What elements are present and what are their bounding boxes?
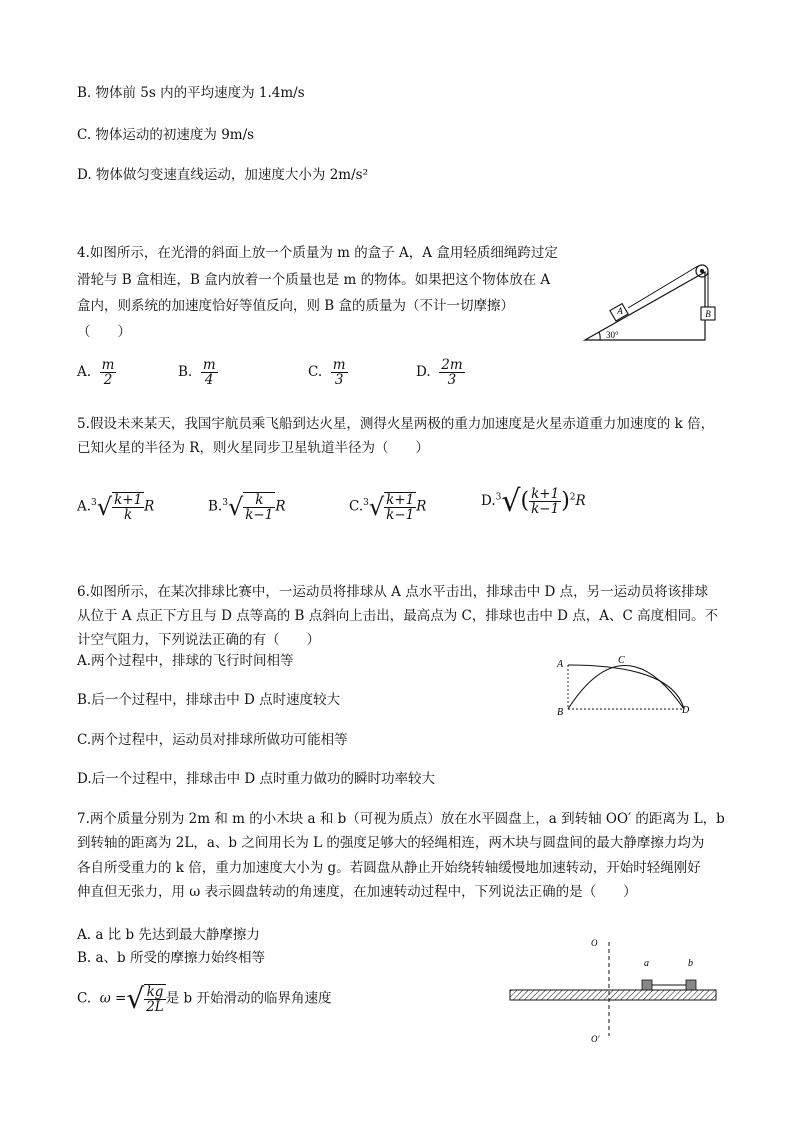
q5-stem-line: 已知火星的半径为 R，则火星同步卫星轨道半径为（ ） — [77, 440, 429, 456]
q4-box-b-label: B — [705, 309, 711, 319]
q4-option-c: C. $\frac{m}{3}$ — [308, 357, 346, 388]
q4-stem-line: 滑轮与 B 盒相连，B 盒内放着一个质量也是 m 的物体。如果把这个物体放在 A — [77, 272, 551, 288]
q4-incline-figure — [580, 258, 730, 344]
q4-option-d: D. $\frac{2m}{3}$ — [416, 357, 463, 388]
q7-block-b: b — [688, 958, 693, 969]
q4-option-a: A. $\frac{m}{2}$ — [77, 357, 115, 388]
q7-option-a: A. a 比 b 先达到最大静摩擦力 — [77, 927, 260, 943]
q6-option-d: D.后一个过程中，排球击中 D 点时重力做功的瞬时功率较大 — [77, 771, 436, 787]
q3-option-c: C. 物体运动的初速度为 9m/s — [77, 127, 255, 143]
q4-angle-label: 30° — [606, 330, 619, 340]
q5-option-b: B.$^3$√ $\frac{k}{k-1}$ R — [208, 492, 286, 523]
q6-point-a: A — [557, 659, 564, 670]
q5-option-a: A.$^3$√ $\frac{k+1}{k}$ R — [77, 492, 155, 523]
q7-block-a: a — [644, 958, 649, 969]
q7-stem-line: 到转轴的距离为 2L，a、b 之间用长为 L 的强度足够大的轻绳相连，两木块与圆盘间的最大静摩擦力均为 — [77, 835, 705, 851]
q3-option-b: B. 物体前 5s 内的平均速度为 1.4m/s — [77, 85, 305, 101]
q5-option-d: D.$^3$√( $\frac{k+1}{k-1}$ )$^2$R — [481, 483, 586, 519]
q5-stem-line: 5.假设未来某天，我国宇航员乘飞船到达火星，测得火星两极的重力加速度是火星赤道重力加速度的 k 倍， — [77, 416, 715, 432]
q6-point-c: C — [618, 655, 625, 666]
q6-stem-line: 计空气阻力，下列说法正确的有（ ） — [77, 632, 320, 648]
q6-option-a: A.两个过程中，排球的飞行时间相等 — [77, 653, 294, 669]
q7-stem-line: 7.两个质量分别为 2m 和 m 的小木块 a 和 b（可视为质点）放在水平圆盘上，a 到转轴 OO′ 的距离为 L，b — [77, 811, 725, 827]
q6-option-b: B.后一个过程中，排球击中 D 点时速度较大 — [77, 692, 341, 708]
q6-point-b: B — [557, 707, 564, 718]
q7-axis-o-prime: O′ — [591, 1034, 600, 1044]
q7-turntable-figure — [505, 934, 725, 1046]
q4-option-b: B. $\frac{m}{4}$ — [178, 357, 216, 388]
q4-stem-line: 4.如图所示，在光滑的斜面上放一个质量为 m 的盒子 A，A 盒用轻质细绳跨过定 — [77, 245, 558, 261]
q7-option-c: C. ω =√ $\frac{kg}{2L}$ 是 b 开始滑动的临界角速度 — [77, 982, 332, 1015]
q3-option-d: D. 物体做匀变速直线运动，加速度大小为 2m/s² — [77, 167, 368, 183]
q4-box-a-label: A — [617, 306, 623, 316]
q6-stem-line: 6.如图所示，在某次排球比赛中，一运动员将排球从 A 点水平击出，排球击中 D 点，另一运动员将该排球 — [77, 584, 709, 600]
q4-stem-line: （ ） — [77, 324, 131, 340]
q7-option-b: B. a、b 所受的摩擦力始终相等 — [77, 950, 265, 966]
q6-stem-line: 从位于 A 点正下方且与 D 点等高的 B 点斜向上击出，最高点为 C，排球也击中 D 点，A、C 高度相同。不 — [77, 608, 719, 624]
q6-volleyball-figure — [552, 652, 700, 718]
q7-stem-line: 各自所受重力的 k 倍，重力加速度大小为 g。若圆盘从静止开始绕转轴缓慢地加速转动，开始时轻绳刚好 — [77, 860, 701, 876]
q6-option-c: C.两个过程中，运动员对排球所做功可能相等 — [77, 732, 348, 748]
q6-point-d: D — [682, 705, 690, 716]
q5-option-c: C.$^3$√ $\frac{k+1}{k-1}$ R — [349, 492, 427, 523]
q7-axis-o: O — [591, 938, 598, 948]
q7-stem-line: 伸直但无张力，用 ω 表示圆盘转动的角速度，在加速转动过程中，下列说法正确的是（ ） — [77, 884, 637, 900]
q4-stem-line: 盒内，则系统的加速度恰好等值反向，则 B 盒的质量为（不计一切摩擦） — [77, 298, 515, 314]
